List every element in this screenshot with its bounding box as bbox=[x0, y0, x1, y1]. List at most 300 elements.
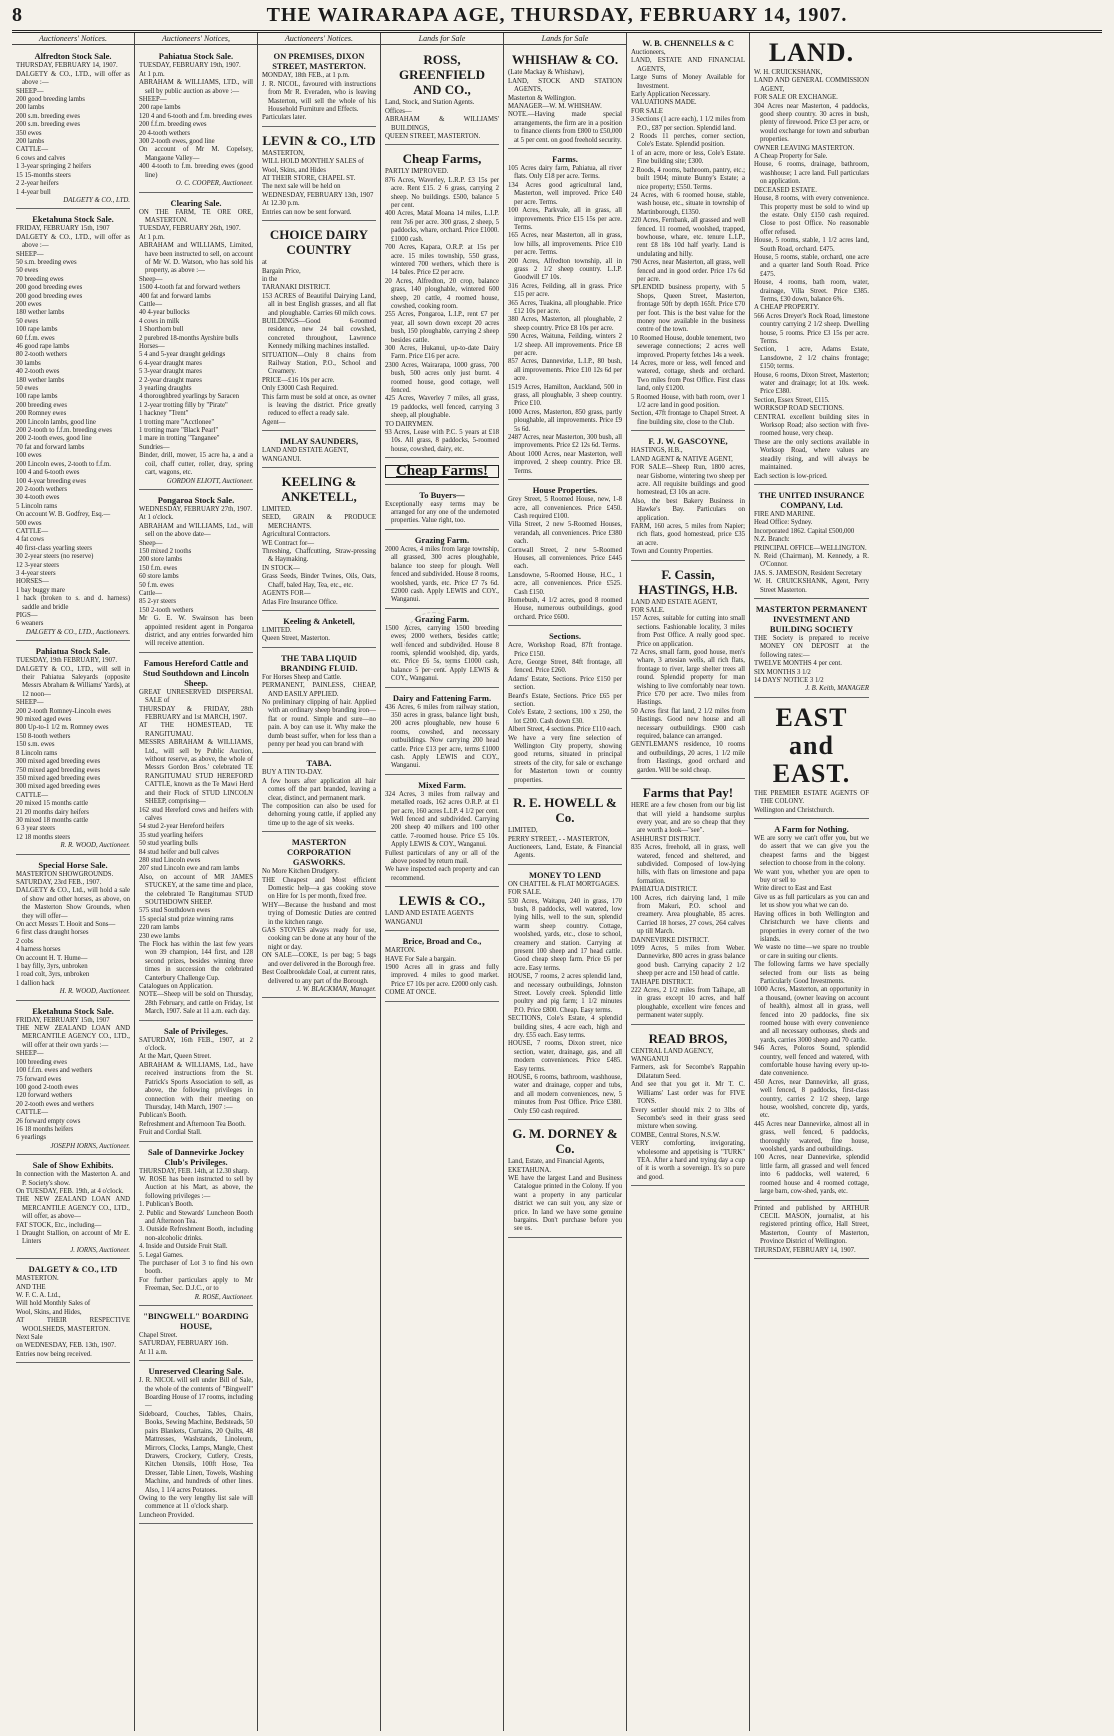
ad-line: Luncheon Provided. bbox=[139, 1511, 195, 1519]
ad-heading: W. B. CHENNELLS & C bbox=[642, 38, 734, 48]
ad-line: 400 fat and forward lambs bbox=[139, 292, 211, 300]
ad-line: Land, Estate, and Financial Agents, bbox=[508, 1158, 605, 1166]
ad-line: Owing to the very lengthy list sale will commence at 11 o'clock sharp. bbox=[139, 1494, 253, 1511]
ad-line: WORKSOP ROAD SECTIONS. bbox=[754, 405, 844, 413]
ad-line: Incorporated 1862. Capital £500,000 bbox=[754, 527, 855, 535]
ad-line: 1000 Acres, Masterton, 850 grass, partly ploughable, all improvements. Price £9 5s 6d. bbox=[508, 408, 622, 433]
ad-line: Farmers, ask for Secombe's Rappahin Dilatatum Seed. bbox=[631, 1064, 745, 1080]
ad-line: 6 4-year draught mares bbox=[139, 359, 202, 367]
advertisement bbox=[385, 690, 499, 775]
advertisement bbox=[262, 129, 376, 221]
ad-line: LAND AGENT & NATIVE AGENT, bbox=[631, 455, 733, 463]
ad-signature: J. W. BLACKMAN, Manager. bbox=[296, 985, 376, 993]
ad-body bbox=[508, 827, 622, 861]
ad-line: 350 mixed aged breeding ewes bbox=[16, 774, 101, 782]
advertisement bbox=[16, 1157, 130, 1259]
ad-line: GREAT UNRESERVED DISPERSAL SALE of bbox=[139, 688, 253, 705]
ad-line: THURSDAY, FEBRUARY 14, 1907. bbox=[16, 62, 118, 70]
ad-line: 1 trotting mare "Acctlonee" bbox=[139, 418, 215, 426]
ad-line: LIMITED. bbox=[262, 506, 292, 514]
ad-line: OWNER LEAVING MASTERTON. bbox=[754, 144, 855, 152]
ad-body bbox=[262, 72, 376, 122]
advertisement bbox=[385, 460, 499, 484]
ad-body bbox=[262, 259, 376, 427]
ad-line: MANAGER—W. M. WHISHAW. bbox=[508, 103, 602, 111]
ad-line: WANGANUI. bbox=[262, 455, 302, 463]
column-7 bbox=[750, 33, 873, 1731]
ad-line: A CHEAP PROPERTY. bbox=[754, 304, 820, 312]
ad-body bbox=[508, 881, 622, 1116]
advertisement bbox=[139, 195, 253, 490]
column-3 bbox=[258, 33, 381, 1731]
ad-heading: LEVIN & CO., LTD bbox=[262, 132, 376, 148]
ad-line: COMBE, Central Stores, N.S.W. bbox=[631, 1131, 721, 1139]
ad-line: 50 f.m. ewes bbox=[139, 581, 174, 589]
ad-line: W. ROSE has been instructed to sell by Auction at his Mart, as above, the following privileges :— bbox=[139, 1175, 253, 1200]
ad-line: ABRAHAM & WILLIAMS, Ltd., have received instructions from the St. Patrick's Sports Association to sell, as above, the following privileges in connection with their meeting on Thursday, 14th March, 1907 :— bbox=[139, 1061, 253, 1111]
ad-line: DECEASED ESTATE. bbox=[754, 186, 817, 194]
ad-line: 157 Acres, suitable for cutting into small sections. Fashionable locality, 3 miles from Post Office. A really good spec. Price on application. bbox=[631, 615, 745, 648]
ad-heading: Famous Hereford Cattle and Stud Southdown and Lincoln Sheep. bbox=[142, 657, 250, 688]
ad-body bbox=[385, 910, 499, 927]
ad-line: 200 lambs bbox=[16, 104, 45, 112]
ad-line: WE are sorry we can't offer you, but we do assert that we can give you the cheapest farms and the biggest selection to choose from in the colony. bbox=[754, 835, 869, 868]
ad-body bbox=[139, 689, 253, 1017]
advertisement bbox=[139, 1023, 253, 1142]
ad-body bbox=[631, 802, 745, 1021]
ad-line: VERY comforting, invigorating, wholesome and appetising is "TURK" TEA. After a hard and trying day a cup of it is worth a sovereign. It's so pure and good. bbox=[631, 1140, 745, 1181]
ad-body bbox=[631, 599, 745, 776]
ad-line: Cornwall Street, 2 new 5-Roomed Houses, all conveniences. Price £445 each. bbox=[508, 546, 622, 571]
ad-line: ON THE FARM, TE ORE ORE, MASTERTON. bbox=[139, 208, 253, 224]
advertisement bbox=[754, 821, 869, 1200]
ad-heading: "BINGWELL" BOARDING HOUSE, bbox=[143, 1311, 249, 1332]
ad-line: AT THEIR STORE, CHAPEL ST. bbox=[262, 175, 356, 183]
ad-line: For Horses Sheep and Cattle. bbox=[262, 673, 342, 681]
ad-line: 6 weaners bbox=[16, 620, 44, 628]
ad-line: THE NEW ZEALAND LOAN AND MERCANTILE AGENCY CO., LTD., will offer at their own yards :— bbox=[16, 1025, 130, 1049]
ad-line: 180 wether lambs bbox=[16, 309, 65, 317]
ad-line: 566 Acres Dreyer's Rock Road, limestone country carrying 2 1/2 sheep. Dwelling house, 5 rooms. Price £3 15s per acre. Terms. bbox=[754, 312, 869, 345]
ad-line: Write direct to East and East bbox=[754, 885, 832, 893]
ad-heading: IMLAY SAUNDERS, bbox=[279, 436, 359, 447]
ad-line: 1 bay buggy mare bbox=[16, 586, 65, 594]
ad-line: 100 good 2-tooth ewes bbox=[16, 1083, 79, 1091]
ad-heading: Unreserved Clearing Sale. bbox=[148, 1366, 244, 1377]
ad-line: LAND AND ESTATE AGENTS bbox=[385, 910, 474, 918]
ad-heading: MONEY TO LEND bbox=[528, 869, 602, 880]
ad-line: 30 mixed 18 months cattle bbox=[16, 816, 89, 824]
ad-line: WILL HOLD MONTHLY SALES of bbox=[262, 158, 364, 166]
ad-line: IN STOCK— bbox=[262, 564, 300, 572]
column-header: Auctioneers' Notices. bbox=[258, 35, 380, 45]
ad-line: FRIDAY, FEBRUARY 15th, 1907 bbox=[16, 1016, 110, 1024]
ad-body bbox=[385, 947, 499, 997]
ad-line: Land, Stock, and Station Agents. bbox=[385, 99, 475, 107]
ad-line: Section, 1 acre, Adams Estate, Lansdowne, 2 1/2 chains frontage; £150; terms. bbox=[754, 346, 869, 371]
ad-line: Each section is low-priced. bbox=[754, 472, 828, 480]
ad-line: TUESDAY, FEBRUARY 19th, 1907. bbox=[139, 62, 241, 70]
ad-line: 200 s.m. breeding ewes bbox=[16, 121, 80, 129]
ad-signature: J. IORNS, Auctioneer. bbox=[70, 1246, 130, 1254]
ad-line: Homebush, 4 1/2 acres, good 8 roomed House, numerous outbuildings, good orchard. Price £600. bbox=[508, 596, 622, 621]
ad-body bbox=[508, 1158, 622, 1234]
ad-line: 4. Inside and Outside Fruit Stall. bbox=[139, 1243, 228, 1251]
ad-line: 230 ewe lambs bbox=[139, 932, 180, 940]
ad-line: 220 Acres, Fernbank, all grassed and well fenced. 11 roomed, woolshed, trapped, bowhouse, whare, etc. tenure L.I.P., rent £8 18s 10d half yearly. Land is undulating and hilly. bbox=[631, 217, 745, 258]
ad-line: 425 Acres, Waverley 7 miles, all grass, 19 paddocks, well fenced, carrying 3 sheep, all ploughable. bbox=[385, 395, 499, 420]
ad-body bbox=[385, 704, 499, 771]
ad-line: Will hold Monthly Sales of bbox=[16, 1300, 91, 1308]
ad-line: 90 mixed aged ewes bbox=[16, 716, 72, 724]
ad-body bbox=[16, 657, 130, 842]
ad-body bbox=[385, 99, 499, 141]
library-stamp bbox=[404, 612, 462, 670]
ad-line: THE Society is prepared to receive MONEY ON DEPOSIT at the following rates:— bbox=[754, 634, 869, 659]
ad-heading: Grazing Farm. bbox=[414, 613, 470, 624]
ad-signature: R. R. WOOD, Auctioneer. bbox=[60, 842, 130, 850]
ad-line: 1. Publican's Booth. bbox=[139, 1201, 194, 1209]
ad-line: About 1000 Acres, near Masterton, well improved, 2 sheep country. Price £8. Terms. bbox=[508, 450, 622, 475]
ad-line: 445 Acres near Dannevirke, almost all in grass, well fenced, 6 paddocks, thoroughly watered, fine house, woolshed, yards and outbuildings. bbox=[754, 1120, 869, 1154]
ad-line: SIX MONTHS 3 1/2 bbox=[754, 668, 811, 676]
ad-heading: EAST and EAST. bbox=[772, 702, 851, 788]
ad-line: Wool, Skins, and Hides, bbox=[16, 1308, 82, 1316]
ad-line: 100 Acres, near Dannevirke, splendid little farm, all grassed and well fenced into 6 paddocks, well watered, 6 roomed house and 4 roomed cottage, large barn, cow-shed, yards, etc. bbox=[754, 1154, 869, 1196]
ad-line: Bargain Price, bbox=[262, 267, 301, 275]
ad-line: We want you, whether you are open to buy or sell to bbox=[754, 868, 869, 885]
advertisement bbox=[754, 487, 869, 599]
ad-line: 50 stud yearling bulls bbox=[139, 840, 198, 848]
ad-line: VALUATIONS MADE. bbox=[631, 99, 697, 107]
ad-body bbox=[262, 627, 376, 644]
ad-line: 200 Acres, Alfredton township, all in grass 2 1/2 sheep country. L.I.P. Goodwill £7 10s. bbox=[508, 257, 622, 282]
ad-heading: ON PREMISES, DIXON STREET, MASTERTON. bbox=[272, 51, 366, 72]
ad-line: Chapel Street. bbox=[139, 1332, 178, 1340]
ad-body bbox=[139, 1037, 253, 1138]
ad-line: DALGETY & CO., LTD., will sell in their Pahiatua Saleyards (opposite Messrs Abraham & Williams' Yards), at 12 noon— bbox=[16, 665, 130, 698]
ad-line: WEDNESDAY, FEBRUARY 13th, 1907 bbox=[262, 191, 374, 199]
ad-line: Sheep— bbox=[139, 275, 163, 283]
ad-line: 50 s.m. breeding ewes bbox=[16, 258, 77, 266]
advertisement bbox=[508, 867, 622, 1120]
ad-line: SHEEP— bbox=[16, 1050, 44, 1058]
ad-line: FOR SALE—Sheep Run, 1800 acres, near Gisborne, wintering two sheep per acre. All requisite buildings and good homestead, £3 10s an acre. bbox=[631, 464, 745, 497]
ad-line: 20 2-tooth ewes and wethers bbox=[16, 1100, 94, 1108]
ad-line: 70 fat and forward lambs bbox=[16, 443, 85, 451]
ad-line: N.Z. Branch: bbox=[754, 536, 790, 544]
ad-body bbox=[16, 1171, 130, 1247]
ad-heading: Sale of Privileges. bbox=[164, 1025, 228, 1036]
ad-body bbox=[16, 871, 130, 989]
ad-body bbox=[139, 1377, 253, 1520]
ad-line: The composition can also be used for dehorning young cattle, if applied any time up to the age of six weeks. bbox=[262, 803, 376, 827]
ad-line: 1 road colt, 3yrs, unbroken bbox=[16, 971, 90, 979]
ad-line: 162 stud Hereford cows and heifers with calves bbox=[139, 806, 253, 822]
ad-line: AT THEIR RESPECTIVE WOOLSHEDS, MASTERTON. bbox=[16, 1317, 130, 1333]
ad-line: 30 4-tooth ewes bbox=[16, 494, 60, 502]
ad-line: 200 Romney ewes bbox=[16, 410, 67, 418]
ad-heading: Eketahuna Stock Sale. bbox=[32, 1005, 114, 1016]
advertisement bbox=[16, 1003, 130, 1156]
ad-line: CATTLE— bbox=[16, 146, 49, 154]
ad-line: J. R. NICOL will sell under Bill of Sale, the whole of the contents of "Bingwell" Boarding House of 17 rooms, including— bbox=[139, 1377, 253, 1410]
advertisement bbox=[754, 35, 869, 485]
ad-line: ABRAHAM & WILLIAMS, LTD., will sell by public auction as above :— bbox=[139, 79, 253, 95]
ad-body bbox=[139, 209, 253, 478]
ad-body bbox=[508, 496, 622, 622]
ad-line: On account H. T. Hume— bbox=[16, 954, 88, 962]
ad-line: 4 fat cows bbox=[16, 536, 44, 544]
ad-line: MESSRS ABRAHAM & WILLIAMS, Ltd., will sell by Public Auction, without reserve, as above, the whole of Messrs Gordon Bros.' celebrated TE RANGITUMAU STUD HEREFORD CATTLE, known as the Te Mawi Herd and their Flock of STUD LINCOLN SHEEP, comprising— bbox=[139, 739, 253, 806]
ad-line: 46 good rape lambs bbox=[16, 343, 70, 350]
ad-line: Threshing, Chaffcutting, Straw-pressing & Haymaking. bbox=[262, 548, 376, 564]
ad-line: 120 4 and 6-tooth and f.m. breeding ewes bbox=[139, 112, 253, 120]
ad-heading: Cheap Farms, bbox=[402, 151, 482, 167]
ad-line: Villa Street, 2 new 5-Roomed Houses, verandah, all conveniences. Price £380 each. bbox=[508, 521, 622, 546]
ad-line: TUESDAY, FEBRUARY 26th, 1907. bbox=[139, 225, 241, 233]
ad-line: THURSDAY, FEB. 14th, at 12.30 sharp. bbox=[139, 1167, 250, 1175]
ad-line: Only £3000 Cash Required. bbox=[262, 385, 338, 393]
ad-line: 530 Acres, Waitapu, 240 in grass, 170 bush, 8 paddocks, well watered, low lying hills, well to the sun, splendid warm sheep country. Cottage, woolshed, yards, etc., close to school, creamery and station. Carrying at present 100 sheep and 17 head cattle. Good cheap sheep farm. Price £6 per acre. Easy terms. bbox=[508, 897, 622, 972]
ad-line: DALGETY & CO., LTD., will offer as above :— bbox=[16, 70, 130, 87]
ad-line: NOTE.—Having made special arrangements, the firm are in a position to finance clients from £800 to £50,000 at 5 per cent. on good freehold security. bbox=[508, 111, 622, 144]
ad-line: 1900 Acres all in grass and fully improved. 4 miles to good market. Price £7 10s per acre. £2000 only cash. bbox=[385, 963, 499, 988]
ad-body bbox=[385, 501, 499, 526]
ad-line: 400 Acres, Mataï Moana 14 miles, L.I.P. rent 7s6 per acre. 300 grass, 2 sheep, 5 paddocks, whare, orchard. Price £1000. £1000 cash. bbox=[385, 210, 499, 243]
ad-line: 100 4-year breeding ewes bbox=[16, 477, 87, 485]
ad-line: Cattle— bbox=[139, 300, 163, 308]
ad-heading: THE UNITED INSURANCE COMPANY, Ltd. bbox=[758, 489, 865, 510]
ad-body bbox=[262, 769, 376, 828]
ad-line: PAHIATUA DISTRICT. bbox=[631, 886, 698, 894]
ad-heading: Pongaroa Stock Sale. bbox=[157, 494, 235, 505]
ad-line: SPLENDID business property, with 5 Shops, Queen Street, Masterton, frontage 50ft by depth 165ft. Price £70 per foot. This is the best value for the money now available in the business centre of the town. bbox=[631, 284, 745, 334]
ad-line: 21 20 months dairy heifers bbox=[16, 808, 89, 816]
ad-line: 80 2-tooth wethers bbox=[16, 351, 67, 359]
ad-body bbox=[385, 791, 499, 883]
ad-heading: Special Horse Sale. bbox=[38, 859, 108, 870]
ad-line: 1 mare in trotting "Tanganee" bbox=[139, 435, 220, 443]
ad-heading: Sale of Dannevirke Jockey Club's Privileges. bbox=[147, 1146, 245, 1167]
ad-line: 14 Acres, more or less, well fenced and watered, cottage, sheds and orchard. Two miles from Post Office. First class land, only £1200. bbox=[631, 360, 745, 393]
ad-heading: Grazing Farm. bbox=[414, 534, 470, 545]
ad-line: Refreshment and Afternoon Tea Booth. bbox=[139, 1120, 246, 1128]
ad-line: The following farms we have specially selected from our lists as being Particularly Good Investments. bbox=[754, 961, 869, 985]
ad-signature: GORDON ELIOTT, Auctioneer. bbox=[166, 477, 253, 485]
ad-heading: Farms. bbox=[552, 154, 578, 165]
ad-line: SITUATION—Only 8 chains from Railway Station, P.O., School and Creamery. bbox=[262, 351, 376, 376]
ad-line: MASTERTON SHOWGROUNDS. bbox=[16, 870, 114, 878]
ad-heading: House Properties. bbox=[532, 485, 598, 496]
ad-line: SATURDAY, FEBRUARY 16th. bbox=[139, 1340, 229, 1348]
ad-line: Sheep— bbox=[139, 539, 163, 547]
ad-line: Head Office: Sydney. bbox=[754, 519, 813, 527]
ad-line: Auctioneers, Land, Estate, & Financial Agents. bbox=[508, 843, 622, 860]
ad-line: 857 Acres, Dannevirke, L.I.P., 80 bush, all improvements. Price £10 12s 6d per acre. bbox=[508, 358, 622, 383]
advertisement bbox=[508, 151, 622, 480]
ad-line: 300 Acres, Hukanui, up-to-date Dairy Farm. Price £16 per acre. bbox=[385, 344, 499, 361]
ad-line: QUEEN STREET, MASTERTON. bbox=[385, 133, 481, 141]
advertisement bbox=[262, 613, 376, 648]
ad-line: FAT STOCK, Etc., including— bbox=[16, 1221, 102, 1229]
ad-line: Catalogues on Application. bbox=[139, 983, 213, 991]
ad-signature: DALGETY & CO., LTD., Auctioneers. bbox=[25, 628, 130, 636]
ad-line: THE NEW ZEALAND LOAN AND MERCANTILE AGENCY CO., LTD., will offer, as above— bbox=[16, 1196, 130, 1221]
ad-line: FOR SALE OR EXCHANGE. bbox=[754, 94, 838, 102]
ad-line: 790 Acres, near Masterton, all grass, well fenced and in good order. Price 17s 6d per acre. bbox=[631, 259, 745, 283]
ad-line: ABRAHAM and WILLIAMS, Limited, have been instructed to sell, on account of Mr W. D. Watson, who has sold his property, as above :— bbox=[139, 242, 253, 275]
ad-line: 93 Acres, Lease with P.C. 5 years at £18 10s. All grass, 8 paddocks, 5-roomed house, cowshed, dairy, etc. bbox=[385, 429, 499, 453]
ad-line: 105 Acres dairy farm, Pahiatua, all river flats. Only £18 per acre. Terms. bbox=[508, 165, 622, 181]
ad-line: SHEEP— bbox=[16, 250, 44, 258]
ad-line: MASTERTON. bbox=[16, 1275, 59, 1283]
advertisement bbox=[16, 643, 130, 854]
ad-heading: MASTERTON CORPORATION GASWORKS. bbox=[286, 837, 352, 868]
ad-line: MASTERTON, bbox=[262, 149, 305, 157]
ad-heading: Eketahuna Stock Sale. bbox=[32, 214, 114, 225]
ad-line: PERRY STREET, - - MASTERTON, bbox=[508, 835, 610, 843]
ad-line: 150 2-tooth wethers bbox=[139, 606, 194, 614]
advertisement bbox=[385, 48, 499, 145]
ad-line: W. F. C. A. Ltd., bbox=[16, 1292, 61, 1300]
ad-line: 300 mixed aged breeding ewes bbox=[16, 783, 101, 791]
ad-line: On account of Mr M. Copelsey, Mangaone Valley— bbox=[139, 146, 253, 162]
ad-line: LIMITED. bbox=[262, 626, 292, 634]
ad-heading: LEWIS & CO., bbox=[399, 893, 485, 909]
ad-line: 100 Acres, Parkvale, all in grass, all improvements. Price £15 15s per acre. Terms. bbox=[508, 207, 622, 231]
ad-line: 2487 Acres, near Masterton, 300 bush, all improvements. Price £2 12s 6d. Terms. bbox=[508, 434, 622, 450]
ad-line: 8 Lincoln rams bbox=[16, 749, 58, 757]
ad-body bbox=[139, 1332, 253, 1357]
ad-line: And see that you get it. Mr T. C. Williams' Last order was for FIVE TONS. bbox=[631, 1081, 745, 1106]
ad-line: Exceptionally easy terms may be arranged for any one of the undernoted properties. Value right, too. bbox=[385, 500, 499, 525]
ad-line: CENTRAL LAND AGENCY, bbox=[631, 1047, 714, 1055]
ad-line: House, 8 rooms, with every convenience. This property must be sold to wind up the estate. Only £150 cash required. Close to post Office. No reasonable offer refused. bbox=[754, 195, 869, 236]
ad-body bbox=[508, 642, 622, 785]
ad-line: WANGANUI bbox=[385, 918, 423, 926]
ad-line: 200 s.m. breeding ewes bbox=[16, 112, 80, 120]
ad-line: PERMANENT, PAINLESS, CHEAP, AND EASILY APPLIED. bbox=[262, 682, 376, 698]
ad-line: 60 f.f.m. ewes bbox=[16, 334, 55, 342]
ad-line: 1 dallion hack bbox=[16, 979, 55, 987]
ad-line: 200 rape lambs bbox=[139, 104, 181, 112]
column-2 bbox=[135, 33, 258, 1731]
ad-line: AGENTS FOR— bbox=[262, 590, 311, 598]
ad-heading: ROSS, GREENFIELD AND CO., bbox=[399, 52, 485, 98]
ad-line: J. R. NICOL, favoured with instructions from Mr R. Everaden, who is leaving Masterton, will sell the whole of his Household Furniture and Effects. bbox=[262, 80, 376, 114]
ad-line: 150 s.m. ewes bbox=[16, 741, 55, 749]
ad-line: FOR SALE. bbox=[508, 889, 542, 897]
ad-body bbox=[262, 150, 376, 217]
ad-line: 200 breeding ewes bbox=[16, 401, 67, 409]
ad-line: CATTLE— bbox=[16, 1109, 49, 1117]
ad-line: PRICE—£16 10s per acre. bbox=[262, 376, 335, 384]
ad-line: 12 18 months steers bbox=[16, 833, 71, 841]
ad-line: 1 hack (broken to s. and d. harness) saddle and bridle bbox=[16, 595, 130, 611]
ad-line: N. Reid (Chairman), M. Kennedy, a R. O'Connor. bbox=[754, 552, 869, 569]
ad-line: HOUSE, 7 rooms, Dixon street, nice section, water, drainage, gas, and all modern conveniences. Price £485. Easy terms. bbox=[508, 1040, 622, 1073]
advertisement bbox=[262, 470, 376, 611]
ad-line: These are the only sections available in Worksop Road, where values are steadily rising, and will always be maintained. bbox=[754, 438, 869, 472]
ad-line: Grey Street, 5 Roomed House, new, 1-8 acre, all conveniences. Price £450. Cash required £100. bbox=[508, 496, 622, 520]
ad-line: 400 4-tooth to f.m. breeding ewes (good line) bbox=[139, 163, 253, 179]
ad-body bbox=[139, 1168, 253, 1294]
ad-line: Entries can now be sent forward. bbox=[262, 208, 352, 216]
ad-line: PRINCIPAL OFFICE—WELLINGTON. bbox=[754, 544, 867, 552]
ad-line: 200 f.f.m. breeding ewes bbox=[139, 121, 207, 129]
ad-line: 876 Acres, Waverley, L.R.P. £3 15s per acre. Rent £15. 2 6 grass, carrying 2 sheep. No buildings. £500, balance 5 per cent. bbox=[385, 176, 499, 210]
columns bbox=[12, 33, 1102, 1731]
ad-line: CENTRAL excellent building sites in Worksop Road; also section with five-roomed house, very cheap. bbox=[754, 413, 869, 438]
ad-line: 324 Acres, 3 miles from railway and metalled roads, 162 acres O.R.P. at £1 per acre, 160 acres L.I.P. 4 1/2 per cent. Well fenced and subdivided. Carrying 200 sheep 40 milkers and 100 other cattle. 7-roomed house. Price £5 10s. Apply LEWIS & COY., Wanganui. bbox=[385, 790, 499, 849]
advertisement bbox=[16, 48, 130, 209]
ad-line: on WEDNESDAY, FEB. 13th, 1907. bbox=[16, 1342, 116, 1350]
ad-heading: MASTERTON PERMANENT INVESTMENT AND BUILDING SOCIETY bbox=[755, 603, 868, 634]
ad-line: 134 Acres good agricultural land, Masterton, well improved. Price £40 per acre. Terms. bbox=[508, 181, 622, 206]
ad-line: 14 DAYS' NOTICE 3 1/2 bbox=[754, 677, 824, 684]
ad-line: 946 Acres, Poloros Sound, splendid country, well fenced and watered, with comfortable house having every up-to-date convenience. bbox=[754, 1045, 869, 1078]
ad-body bbox=[754, 511, 869, 595]
ad-line: 100 Acres, rich dairying land, 1 mile from Makuri, P.O. school and creamery. Area ploughable, 85 acres. Carried 18 horses, 27 cows, 264 calves up till March. bbox=[631, 894, 745, 936]
ad-line: 380 Acres, Masterton, all ploughable, 2 sheep country. Price £8 10s per acre. bbox=[508, 316, 622, 332]
ad-line: 100 rape lambs bbox=[16, 326, 58, 334]
ad-line: 20 4-tooth wethers bbox=[139, 129, 190, 137]
ad-line: Lansdowne, 5-Roomed House, H.C., 1 acre, all conveniences. Price £525. Cash £150. bbox=[508, 571, 622, 596]
advertisement bbox=[139, 1144, 253, 1307]
ad-line: 120 forward wethers bbox=[16, 1092, 73, 1100]
advertisement bbox=[508, 1122, 622, 1238]
ad-line: 200 Lincoln ewes, 2-tooth to f.f.m. bbox=[16, 460, 111, 468]
ad-line: 6 first class draught horses bbox=[16, 929, 89, 937]
ad-line: TO DAIRYMEN. bbox=[385, 420, 434, 428]
ad-line: 26 forward empty cows bbox=[16, 1117, 81, 1125]
ad-line: 200 2-tooth ewes, good line bbox=[16, 435, 92, 443]
ad-heading: Alfredton Stock Sale. bbox=[34, 51, 112, 62]
ad-line: TUESDAY, 19th FEBRUARY, 1907. bbox=[16, 657, 118, 665]
ad-line: At 1 p.m. bbox=[139, 233, 165, 241]
ad-line: HOUSE, 6 rooms, bathroom, washhouse, water and drainage, copper and tubs, and all modern conveniences, new, 5 minutes from Post Office. Price £380. Only £50 cash required. bbox=[508, 1074, 622, 1115]
ad-line: 30 2-year steers (no reserve) bbox=[16, 553, 94, 561]
ad-line: 3 4-year steers bbox=[16, 569, 56, 577]
ad-line: House, 6 rooms, Dixon Street, Masterton; water and drainage; lot at 10s. week. Price £380. bbox=[754, 371, 869, 396]
ad-signature: JOSEPH IORNS, Auctioneer. bbox=[50, 1142, 130, 1150]
ad-line: HAVE For Sale a bargain. bbox=[385, 955, 456, 963]
ad-line: ON SALE—COKE, 1s per bag; 5 bags and over delivered in the Borough free. bbox=[262, 952, 376, 968]
ad-line: 3 Sections (1 acre each), 1 1/2 miles from P.O., £87 per section. Splendid land. bbox=[631, 116, 745, 132]
ad-line: ABRAHAM and WILLIAMS, Ltd., will sell on the above date— bbox=[139, 522, 253, 539]
ad-line: 200 good breeding ewes bbox=[16, 284, 83, 292]
advertisement bbox=[139, 1363, 253, 1524]
ad-line: Beard's Estate, Sections. Price £65 per section. bbox=[508, 692, 622, 709]
ad-line: For further particulars apply to Mr Freeman, Sec. D.J.C., or to bbox=[139, 1276, 253, 1293]
advertisement bbox=[385, 147, 499, 458]
ad-line: We waste no time—we spare no trouble or care in suiting our clients. bbox=[754, 944, 869, 960]
ad-body bbox=[262, 674, 376, 750]
ad-line: 24 Acres, with 6 roomed house, stable, wash house, etc., situate in township of Martinborough, £1350. bbox=[631, 191, 745, 216]
ad-line: LIMITED, bbox=[508, 827, 538, 835]
ad-line: 4 thoroughbred yearlings by Saracen bbox=[139, 393, 240, 401]
ad-line: 6 cows and calves bbox=[16, 154, 66, 162]
ad-body bbox=[508, 69, 622, 145]
ad-line: 200 ewes bbox=[16, 300, 42, 308]
ad-line: 590 Acres, Waituna, Feilding, winters 2 1/2 sheep. All improvements. Price £8 per acre. bbox=[508, 333, 622, 357]
ad-line: WE have the largest Land and Business Catalogue printed in the Colony. If you want a property in any particular district we can suit you, any size or price. In land we have some genuine bargains. Don't purchase before you see us. bbox=[508, 1174, 622, 1233]
ad-line: 575 stud Southdown ewes bbox=[139, 907, 211, 915]
advertisement bbox=[754, 601, 869, 698]
ad-line: 84 stud heifer and bull calves bbox=[139, 848, 219, 856]
ad-line: 40 2-tooth ewes bbox=[16, 368, 60, 376]
